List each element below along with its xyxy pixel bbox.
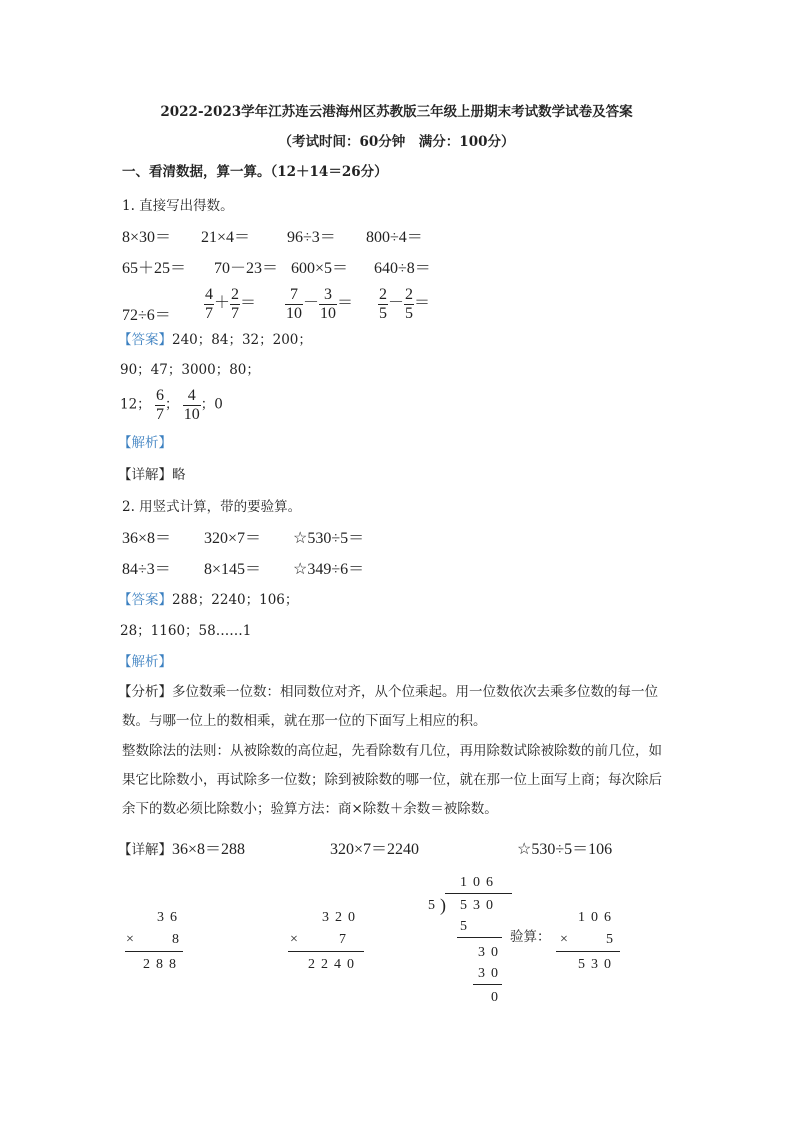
document-title: 2022-2023学年江苏连云港海州区苏教版三年级上册期末考试数学试卷及答案	[160, 104, 633, 120]
detail-line	[118, 842, 245, 858]
text-fragment: ×	[290, 932, 304, 947]
text-fragment: ＝	[240, 294, 257, 312]
detail-equation: ☆530÷5＝106	[517, 841, 613, 858]
answer-line: 28；1160；58……1	[120, 623, 252, 639]
detail-line	[118, 469, 186, 483]
text-fragment	[404, 286, 414, 322]
answer-label: 【答案】	[118, 332, 172, 348]
text-fragment: 36	[157, 910, 183, 925]
text-fragment: 288；2240；106；	[172, 592, 299, 608]
problem: 21×4＝	[201, 229, 251, 246]
text-fragment: 10	[286, 304, 302, 322]
text-fragment: －	[303, 294, 320, 312]
answer-line	[118, 594, 298, 608]
problem: ☆349÷6＝	[293, 561, 365, 578]
rule-line	[288, 951, 364, 952]
problem: 65＋25＝	[122, 260, 187, 277]
text-fragment	[204, 286, 214, 322]
answer-line: 90；47；3000；80；	[120, 362, 260, 378]
text-fragment: 4	[205, 286, 213, 303]
question-1-prompt: 1. 直接写出得数。	[122, 198, 234, 214]
text-fragment: 106	[578, 910, 617, 925]
problem: 640÷8＝	[374, 260, 431, 277]
analysis-label: 【解析】	[118, 654, 172, 670]
text-fragment: 5	[379, 304, 387, 322]
text-fragment: 5	[405, 304, 414, 322]
text-fragment: 3	[319, 286, 337, 305]
check-label: 验算：	[510, 929, 551, 945]
problem: 8×145＝	[204, 561, 262, 578]
text-fragment: 6	[155, 387, 164, 404]
fraction-problem	[378, 286, 430, 322]
text-fragment: 7	[285, 286, 303, 305]
analysis-label: 【解析】	[118, 435, 172, 451]
problem: 320×7＝	[204, 530, 262, 547]
analysis-text: 数。与哪一位上的数相乘，就在那一位的下面写上相应的积。	[122, 713, 487, 729]
text-fragment: 30	[478, 945, 504, 960]
text-fragment: 7	[155, 405, 164, 423]
text-fragment: 30	[478, 966, 504, 981]
answer-line	[120, 387, 223, 423]
text-fragment: ＝	[414, 294, 431, 312]
text-fragment	[230, 286, 240, 322]
text-fragment: 36×8＝288	[172, 841, 246, 858]
question-2-prompt: 2. 用竖式计算，带的要验算。	[122, 499, 302, 515]
text-fragment	[319, 286, 337, 322]
section-heading: 一、看清数据，算一算。（12＋14＝26分）	[122, 164, 388, 180]
analysis-text: 余下的数必须比除数小；验算方法：商×除数＋余数＝被除数。	[122, 801, 498, 817]
text-fragment: 0	[491, 990, 504, 1005]
text-fragment: 【答案】	[118, 592, 172, 608]
problem: 36×8＝	[122, 530, 172, 547]
text-fragment: 5	[606, 932, 619, 947]
text-fragment: 2	[231, 286, 240, 303]
text-fragment: ＋	[214, 294, 231, 312]
rule-line	[556, 951, 620, 952]
text-fragment: )	[440, 895, 452, 915]
text-fragment: 2	[405, 286, 414, 303]
exam-info: （考试时间：60分钟 满分：100分）	[278, 134, 515, 150]
analysis-text: 整数除法的法则：从被除数的高位起，先看除数有几位，再用除数试除被除数的前几位，如	[122, 743, 662, 759]
text-fragment: 240；84；32；200；	[172, 332, 312, 348]
text-fragment: －	[388, 294, 405, 312]
rule-line	[457, 937, 502, 938]
text-fragment: 5	[428, 898, 441, 913]
text-fragment: 多位数乘一位数：相同数位对齐，从个位乘起。用一位数依次去乘多位数的每一位	[172, 684, 658, 700]
text-fragment: 10	[320, 304, 337, 322]
text-fragment	[285, 286, 303, 322]
text-fragment: 530	[578, 957, 617, 972]
text-fragment	[378, 286, 388, 322]
text-fragment: 略	[172, 467, 186, 483]
text-fragment: 7	[339, 932, 352, 947]
answer-line	[118, 334, 312, 348]
analysis-text: 果它比除数小，再试除多一位数；除到被除数的哪一位，就在那一位上面写上商；每次除后	[122, 772, 662, 788]
problem: 600×5＝	[291, 260, 349, 277]
text-fragment: 106	[460, 875, 499, 890]
text-fragment	[155, 387, 165, 423]
problem: 8×30＝	[122, 229, 172, 246]
problem: ☆530÷5＝	[293, 530, 365, 547]
rule-line	[125, 951, 183, 952]
text-fragment: 2240	[308, 957, 360, 972]
text-fragment: 2	[379, 286, 387, 303]
text-fragment: 4	[183, 387, 201, 406]
text-fragment: 12；	[120, 396, 151, 413]
text-fragment: 320	[322, 910, 361, 925]
text-fragment: 10	[183, 405, 200, 423]
text-fragment: 5	[460, 919, 473, 934]
text-fragment: 【分析】	[118, 684, 172, 700]
problem: 84÷3＝	[122, 561, 171, 578]
fraction-problem	[285, 286, 353, 322]
text-fragment: ＝	[337, 294, 354, 312]
problem: 72÷6＝	[122, 307, 171, 324]
text-fragment: 【详解】	[118, 842, 172, 858]
text-fragment: ×	[560, 932, 574, 947]
text-fragment: 7	[231, 304, 240, 322]
text-fragment: 8	[172, 932, 185, 947]
problem: 70－23＝	[214, 260, 279, 277]
text-fragment: 【详解】	[118, 467, 172, 483]
text-fragment: 288	[143, 957, 182, 972]
analysis-text	[118, 686, 658, 700]
text-fragment	[183, 387, 201, 423]
detail-equation: 320×7＝2240	[330, 841, 420, 858]
rule-line	[445, 893, 512, 894]
problem: 96÷3＝	[287, 229, 336, 246]
text-fragment: ×	[126, 932, 140, 947]
text-fragment: 7	[205, 304, 213, 322]
text-fragment: ；	[164, 396, 179, 413]
text-fragment: ；0	[200, 396, 223, 413]
rule-line	[473, 984, 502, 985]
problem: 800÷4＝	[366, 229, 423, 246]
text-fragment: 530	[460, 898, 499, 913]
fraction-problem	[204, 286, 256, 322]
